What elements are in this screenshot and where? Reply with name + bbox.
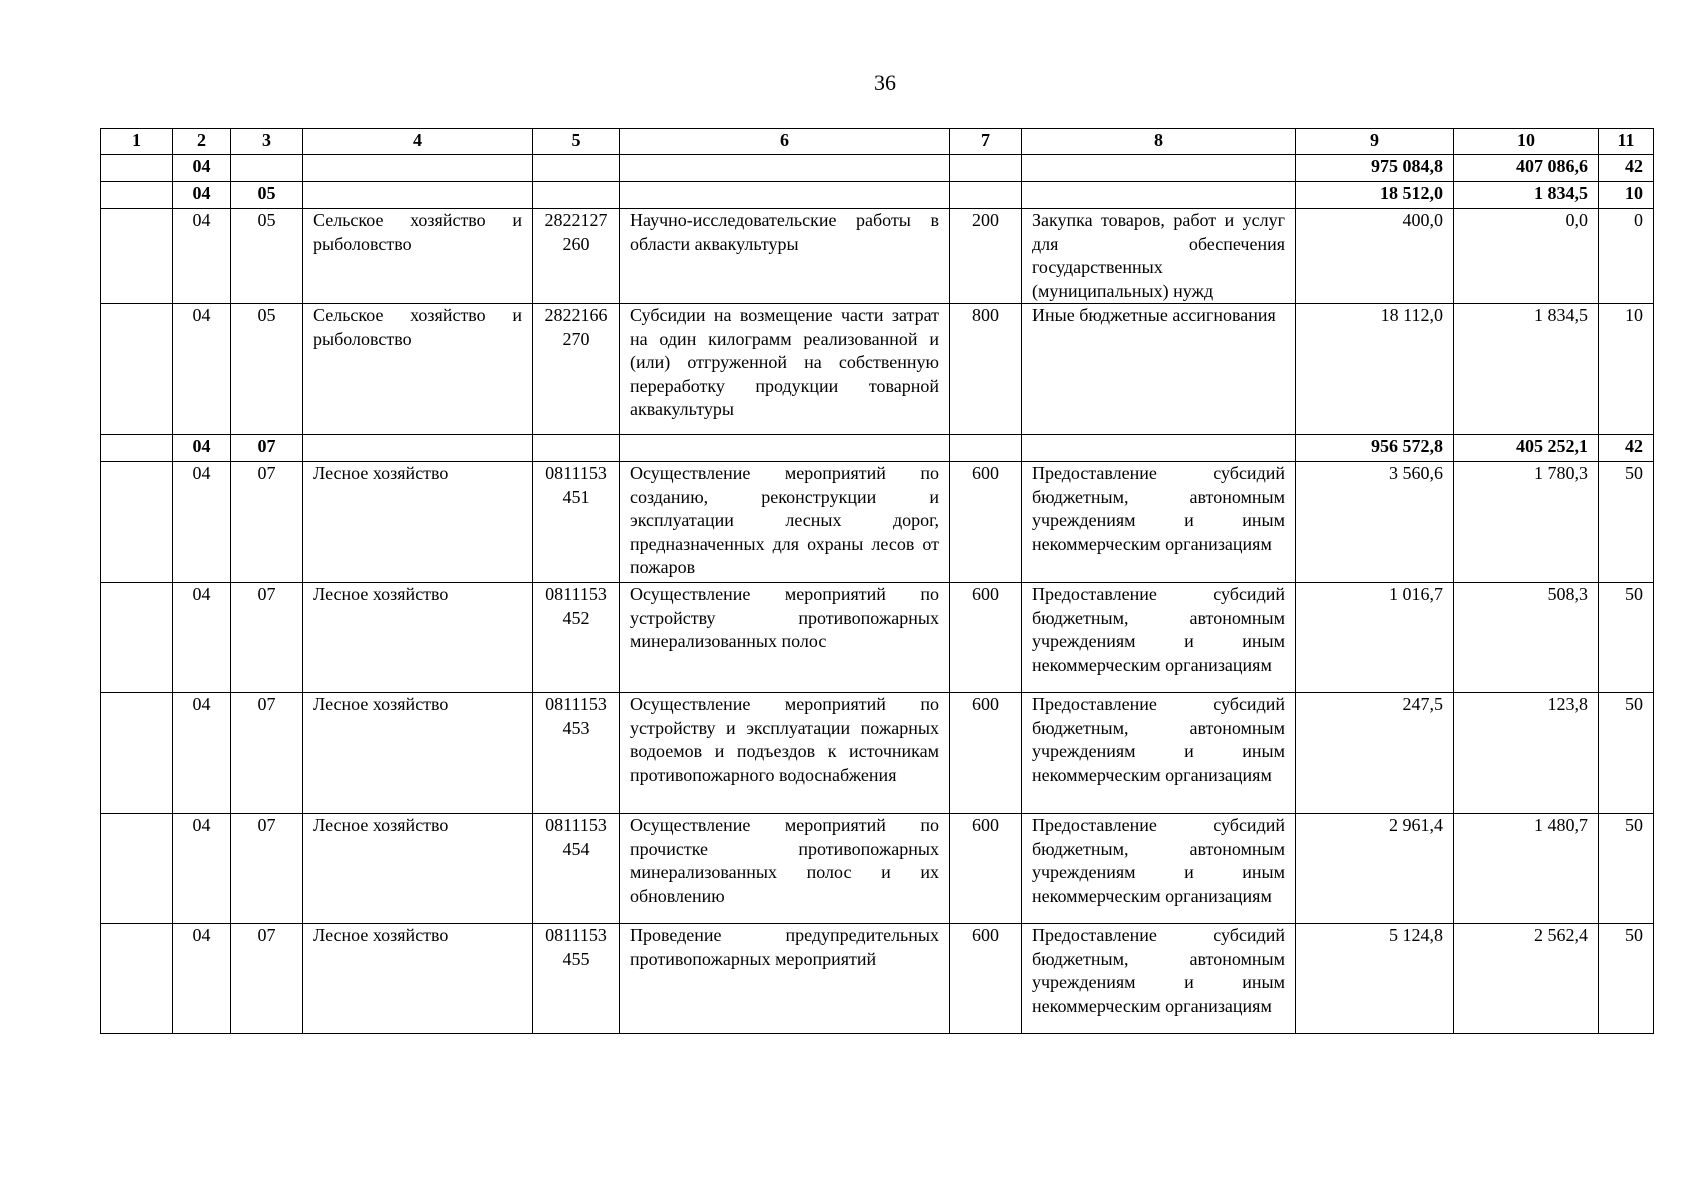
cell-purpose: Научно-исследовательские работы в области аквакультуры — [620, 209, 950, 304]
table-row — [101, 209, 1654, 304]
cell-target-code: 0811153452 — [533, 583, 620, 693]
cell-col1 — [101, 462, 173, 583]
header-cell: 3 — [231, 129, 303, 155]
cell-percent: 50 — [1599, 814, 1654, 924]
subtotal-row — [101, 182, 1654, 209]
cell-expense-name: Предоставление субсидий бюджетным, автономным учреждениям и иным некоммерческим организациям — [1022, 693, 1296, 814]
cell-section-name: Сельское хозяйство и рыболовство — [303, 209, 533, 304]
cell-expense-type — [950, 182, 1022, 209]
table-row — [101, 304, 1654, 435]
subtotal-row — [101, 435, 1654, 462]
header-cell: 9 — [1296, 129, 1454, 155]
cell-col1 — [101, 583, 173, 693]
header-cell: 2 — [173, 129, 231, 155]
cell-target-code: 2822127260 — [533, 209, 620, 304]
table-row — [101, 462, 1654, 583]
cell-expense-type: 600 — [950, 583, 1022, 693]
cell-amount-executed: 1 780,3 — [1454, 462, 1599, 583]
cell-amount-executed: 1 480,7 — [1454, 814, 1599, 924]
cell-section-name — [303, 435, 533, 462]
cell-section: 04 — [173, 924, 231, 1034]
cell-target-code: 0811153455 — [533, 924, 620, 1034]
cell-subsection: 07 — [231, 693, 303, 814]
cell-section: 04 — [173, 155, 231, 182]
cell-percent: 42 — [1599, 155, 1654, 182]
cell-subsection: 07 — [231, 583, 303, 693]
cell-purpose: Осуществление мероприятий по устройству и эксплуатации пожарных водоемов и подъездов к источникам противопожарного водоснабжения — [620, 693, 950, 814]
cell-expense-name: Предоставление субсидий бюджетным, автономным учреждениям и иным некоммерческим организациям — [1022, 814, 1296, 924]
cell-purpose — [620, 182, 950, 209]
table-body — [101, 129, 1654, 1034]
cell-section-name: Лесное хозяйство — [303, 924, 533, 1034]
cell-amount-executed: 0,0 — [1454, 209, 1599, 304]
table-row — [101, 814, 1654, 924]
cell-purpose: Субсидии на возмещение части затрат на один килограмм реализованной и (или) отгруженной на собственную переработку продукции товарной аквакультуры — [620, 304, 950, 435]
subtotal-row — [101, 155, 1654, 182]
cell-purpose — [620, 435, 950, 462]
header-cell: 7 — [950, 129, 1022, 155]
cell-col1 — [101, 814, 173, 924]
budget-table — [100, 128, 1654, 1034]
cell-amount-executed: 405 252,1 — [1454, 435, 1599, 462]
header-cell: 10 — [1454, 129, 1599, 155]
cell-percent: 42 — [1599, 435, 1654, 462]
cell-subsection — [231, 155, 303, 182]
cell-target-code: 2822166270 — [533, 304, 620, 435]
cell-purpose — [620, 155, 950, 182]
cell-amount-executed: 2 562,4 — [1454, 924, 1599, 1034]
cell-subsection: 07 — [231, 924, 303, 1034]
cell-purpose: Проведение предупредительных противопожарных мероприятий — [620, 924, 950, 1034]
cell-expense-type: 600 — [950, 924, 1022, 1034]
cell-section-name: Лесное хозяйство — [303, 462, 533, 583]
table-row — [101, 693, 1654, 814]
cell-amount-planned: 18 512,0 — [1296, 182, 1454, 209]
cell-subsection: 05 — [231, 209, 303, 304]
cell-expense-name: Предоставление субсидий бюджетным, автономным учреждениям и иным некоммерческим организациям — [1022, 583, 1296, 693]
cell-target-code: 0811153453 — [533, 693, 620, 814]
cell-section: 04 — [173, 304, 231, 435]
cell-amount-planned: 1 016,7 — [1296, 583, 1454, 693]
cell-target-code: 0811153454 — [533, 814, 620, 924]
cell-col1 — [101, 209, 173, 304]
header-cell: 4 — [303, 129, 533, 155]
cell-section: 04 — [173, 814, 231, 924]
cell-expense-type — [950, 155, 1022, 182]
cell-amount-planned: 2 961,4 — [1296, 814, 1454, 924]
cell-percent: 50 — [1599, 924, 1654, 1034]
cell-amount-planned: 400,0 — [1296, 209, 1454, 304]
cell-section: 04 — [173, 462, 231, 583]
cell-target-code: 0811153451 — [533, 462, 620, 583]
cell-expense-type — [950, 435, 1022, 462]
cell-purpose: Осуществление мероприятий по прочистке противопожарных минерализованных полос и их обновлению — [620, 814, 950, 924]
page-number: 36 — [874, 70, 896, 95]
cell-expense-name — [1022, 155, 1296, 182]
cell-percent: 10 — [1599, 182, 1654, 209]
cell-expense-type: 200 — [950, 209, 1022, 304]
cell-expense-type: 600 — [950, 814, 1022, 924]
cell-expense-name: Закупка товаров, работ и услуг для обеспечения государственных (муниципальных) нужд — [1022, 209, 1296, 304]
cell-col1 — [101, 155, 173, 182]
cell-expense-type: 600 — [950, 693, 1022, 814]
cell-subsection: 07 — [231, 435, 303, 462]
header-cell: 11 — [1599, 129, 1654, 155]
cell-amount-planned: 5 124,8 — [1296, 924, 1454, 1034]
cell-amount-executed: 1 834,5 — [1454, 182, 1599, 209]
cell-col1 — [101, 924, 173, 1034]
cell-section-name: Лесное хозяйство — [303, 583, 533, 693]
cell-section-name — [303, 155, 533, 182]
cell-purpose: Осуществление мероприятий по устройству противопожарных минерализованных полос — [620, 583, 950, 693]
header-cell: 8 — [1022, 129, 1296, 155]
cell-percent: 10 — [1599, 304, 1654, 435]
cell-percent: 0 — [1599, 209, 1654, 304]
cell-section: 04 — [173, 209, 231, 304]
cell-target-code — [533, 155, 620, 182]
cell-percent: 50 — [1599, 693, 1654, 814]
cell-col1 — [101, 304, 173, 435]
cell-expense-name — [1022, 182, 1296, 209]
cell-amount-executed: 1 834,5 — [1454, 304, 1599, 435]
cell-section: 04 — [173, 583, 231, 693]
table-row — [101, 583, 1654, 693]
cell-col1 — [101, 182, 173, 209]
cell-amount-planned: 18 112,0 — [1296, 304, 1454, 435]
cell-target-code — [533, 435, 620, 462]
cell-expense-type: 800 — [950, 304, 1022, 435]
header-cell: 1 — [101, 129, 173, 155]
cell-subsection: 07 — [231, 462, 303, 583]
cell-amount-planned: 3 560,6 — [1296, 462, 1454, 583]
cell-subsection: 05 — [231, 304, 303, 435]
cell-subsection: 07 — [231, 814, 303, 924]
cell-section-name: Лесное хозяйство — [303, 693, 533, 814]
cell-amount-planned: 956 572,8 — [1296, 435, 1454, 462]
cell-section: 04 — [173, 693, 231, 814]
cell-amount-planned: 975 084,8 — [1296, 155, 1454, 182]
cell-section-name: Сельское хозяйство и рыболовство — [303, 304, 533, 435]
cell-section: 04 — [173, 435, 231, 462]
cell-percent: 50 — [1599, 583, 1654, 693]
cell-col1 — [101, 435, 173, 462]
cell-amount-executed: 123,8 — [1454, 693, 1599, 814]
cell-expense-name: Предоставление субсидий бюджетным, автономным учреждениям и иным некоммерческим организациям — [1022, 462, 1296, 583]
table-header-row — [101, 129, 1654, 155]
cell-amount-executed: 407 086,6 — [1454, 155, 1599, 182]
header-cell: 5 — [533, 129, 620, 155]
cell-purpose: Осуществление мероприятий по созданию, реконструкции и эксплуатации лесных дорог, предназначенных для охраны лесов от пожаров — [620, 462, 950, 583]
cell-section-name — [303, 182, 533, 209]
cell-section-name: Лесное хозяйство — [303, 814, 533, 924]
cell-amount-planned: 247,5 — [1296, 693, 1454, 814]
cell-expense-name: Иные бюджетные ассигнования — [1022, 304, 1296, 435]
cell-expense-type: 600 — [950, 462, 1022, 583]
cell-subsection: 05 — [231, 182, 303, 209]
cell-percent: 50 — [1599, 462, 1654, 583]
table-row — [101, 924, 1654, 1034]
cell-col1 — [101, 693, 173, 814]
cell-section: 04 — [173, 182, 231, 209]
cell-amount-executed: 508,3 — [1454, 583, 1599, 693]
cell-expense-name — [1022, 435, 1296, 462]
cell-expense-name: Предоставление субсидий бюджетным, автономным учреждениям и иным некоммерческим организациям — [1022, 924, 1296, 1034]
cell-target-code — [533, 182, 620, 209]
header-cell: 6 — [620, 129, 950, 155]
